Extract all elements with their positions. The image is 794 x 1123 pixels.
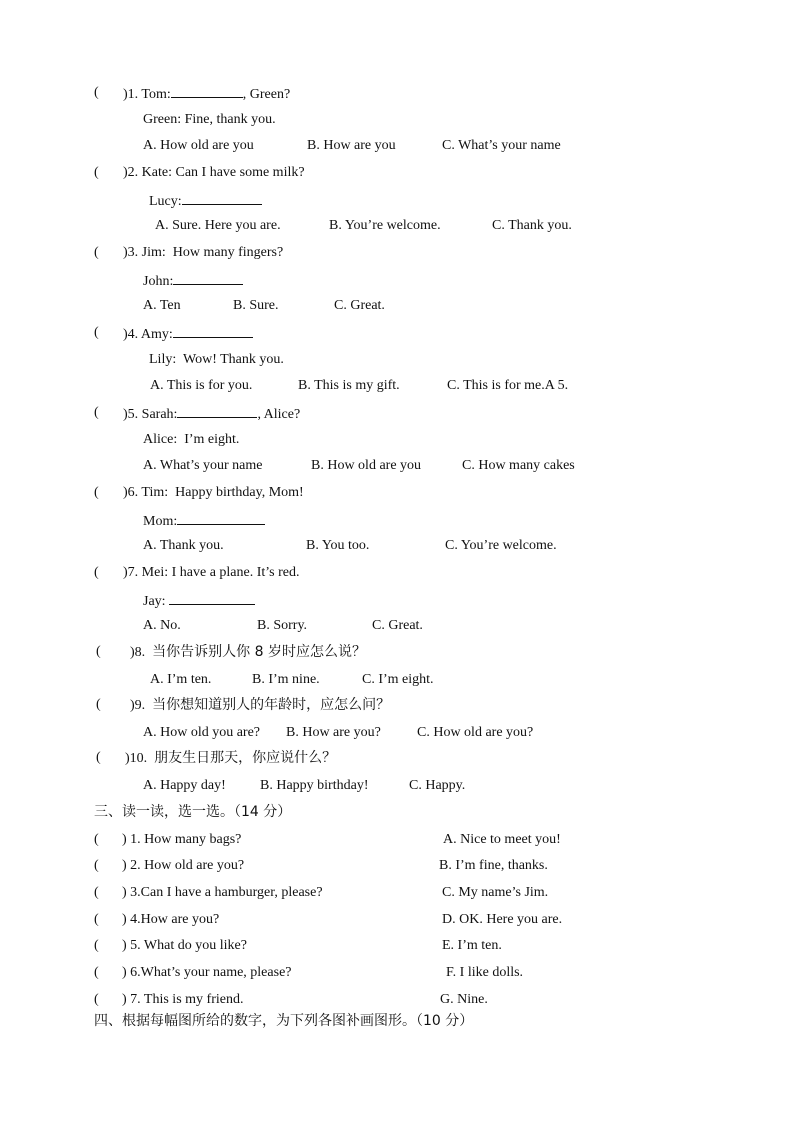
match-right-c: C. My name’s Jim. — [442, 885, 549, 900]
q6-reply — [143, 511, 265, 531]
q5-blank[interactable] — [177, 404, 257, 418]
q1-option-c: C. What’s your name — [442, 138, 561, 153]
q3-reply-label: John: — [143, 274, 174, 289]
q8-label: )8. — [130, 645, 146, 660]
answer-paren: ( — [94, 165, 99, 180]
q5-label: )5. Sarah: — [123, 407, 178, 422]
answer-paren: ( — [94, 565, 99, 580]
q7-option-b: B. Sorry. — [257, 618, 308, 633]
q9-option-b: B. How are you? — [286, 725, 381, 740]
q1-reply-label: Green: — [143, 112, 182, 127]
answer-paren: ( — [96, 697, 101, 712]
q4-blank[interactable] — [173, 324, 253, 338]
question-6 — [123, 484, 304, 502]
match-left-2: ) 2. How old are you? — [122, 858, 245, 873]
q10-prompt: 朋友生日那天，你应说什么？ — [154, 750, 337, 766]
question-8 — [130, 643, 366, 662]
q4-reply — [149, 351, 284, 369]
q7-blank[interactable] — [169, 591, 255, 605]
q3-option-c: C. Great. — [334, 298, 385, 313]
section-4-title: 四、根据每幅图所给的数字，为下列各图补画图形。（10 分） — [94, 1013, 474, 1029]
q7-reply-label: Jay: — [143, 594, 166, 609]
q1-label: )1. Tom: — [123, 87, 171, 102]
q7-label: )7. Mei: — [123, 565, 169, 580]
q3-reply — [143, 271, 243, 291]
q6-blank[interactable] — [177, 511, 265, 525]
q4-option-a: A. This is for you. — [150, 378, 253, 393]
q7-option-a: A. No. — [143, 618, 181, 633]
q2-prompt: Can I have some milk? — [175, 165, 305, 180]
q9-option-a: A. How old you are? — [143, 725, 261, 740]
answer-paren: ( — [94, 245, 99, 260]
match-left-6: ) 6.What’s your name, please? — [122, 965, 292, 980]
question-1 — [123, 84, 290, 104]
q4-option-b: B. This is my gift. — [298, 378, 400, 393]
answer-paren: ( — [94, 885, 99, 900]
match-right-d: D. OK. Here you are. — [442, 912, 563, 927]
q5-after: , Alice? — [257, 407, 301, 422]
q1-option-a: A. How old are you — [143, 138, 254, 153]
answer-paren: ( — [94, 912, 99, 927]
q2-reply — [149, 191, 262, 211]
match-left-7: ) 7. This is my friend. — [122, 992, 244, 1007]
match-left-5: ) 5. What do you like? — [122, 938, 247, 953]
q5-reply — [143, 431, 239, 449]
answer-paren: ( — [94, 992, 99, 1007]
q10-option-c: C. Happy. — [409, 778, 466, 793]
answer-paren: ( — [94, 405, 99, 420]
q1-after: , Green? — [242, 87, 291, 102]
q9-label: )9. — [130, 698, 146, 713]
q2-option-a: A. Sure. Here you are. — [155, 218, 281, 233]
q8-prompt: 当你告诉别人你 8 岁时应怎么说？ — [152, 644, 366, 660]
section-3-title: 三、读一读，选一选。（14 分） — [94, 804, 292, 820]
q4-reply-label: Lily: — [149, 352, 177, 367]
answer-paren: ( — [94, 832, 99, 847]
q1-option-b: B. How are you — [307, 138, 396, 153]
q1-reply-text: Fine, thank you. — [184, 112, 276, 127]
q5-reply-text: I’m eight. — [184, 432, 240, 447]
q4-option-c: C. This is for me.A 5. — [447, 378, 569, 393]
match-left-1: ) 1. How many bags? — [122, 832, 242, 847]
q9-option-c: C. How old are you? — [417, 725, 534, 740]
q5-option-b: B. How old are you — [311, 458, 422, 473]
question-2 — [123, 164, 305, 182]
q2-option-c: C. Thank you. — [492, 218, 572, 233]
answer-paren: ( — [94, 858, 99, 873]
answer-paren: ( — [96, 750, 101, 765]
q3-option-b: B. Sure. — [233, 298, 279, 313]
q8-option-a: A. I’m ten. — [150, 672, 212, 687]
q6-option-c: C. You’re welcome. — [445, 538, 557, 553]
answer-paren: ( — [94, 938, 99, 953]
q9-prompt: 当你想知道别人的年龄时，应怎么问？ — [152, 697, 391, 713]
answer-paren: ( — [94, 965, 99, 980]
q7-option-c: C. Great. — [372, 618, 423, 633]
question-7 — [123, 564, 300, 582]
question-5 — [123, 404, 300, 424]
match-left-4: ) 4.How are you? — [122, 912, 220, 927]
q6-label: )6. Tim: — [123, 485, 169, 500]
q7-prompt: I have a plane. It’s red. — [171, 565, 300, 580]
q2-label: )2. Kate: — [123, 165, 172, 180]
q4-reply-text: Wow! Thank you. — [182, 352, 284, 367]
match-right-b: B. I’m fine, thanks. — [439, 858, 548, 873]
question-3 — [123, 244, 283, 262]
answer-paren: ( — [94, 85, 99, 100]
match-right-f: F. I like dolls. — [446, 965, 524, 980]
q1-blank[interactable] — [171, 84, 243, 98]
q8-option-b: B. I’m nine. — [252, 672, 320, 687]
answer-paren: ( — [94, 325, 99, 340]
match-left-3: ) 3.Can I have a hamburger, please? — [122, 885, 323, 900]
match-right-a: A. Nice to meet you! — [443, 832, 561, 847]
q10-label: )10. — [125, 751, 148, 766]
match-right-e: E. I’m ten. — [442, 938, 502, 953]
question-4 — [123, 324, 253, 344]
q5-option-c: C. How many cakes — [462, 458, 575, 473]
q6-option-b: B. You too. — [306, 538, 370, 553]
q10-option-a: A. Happy day! — [143, 778, 226, 793]
q3-option-a: A. Ten — [143, 298, 181, 313]
q1-reply — [143, 111, 276, 129]
q3-blank[interactable] — [173, 271, 243, 285]
q5-reply-label: Alice: — [143, 432, 178, 447]
q3-label: )3. Jim: — [123, 245, 166, 260]
q6-prompt: Happy birthday, Mom! — [175, 485, 304, 500]
q4-label: )4. Amy: — [123, 327, 173, 342]
q2-blank[interactable] — [182, 191, 262, 205]
answer-paren: ( — [96, 644, 101, 659]
q2-option-b: B. You’re welcome. — [329, 218, 441, 233]
q5-option-a: A. What’s your name — [143, 458, 263, 473]
match-right-g: G. Nine. — [440, 992, 488, 1007]
q6-option-a: A. Thank you. — [143, 538, 224, 553]
q2-reply-label: Lucy: — [149, 194, 182, 209]
question-10 — [125, 749, 336, 768]
q7-reply — [143, 591, 255, 611]
question-9 — [130, 696, 390, 715]
q3-prompt: How many fingers? — [172, 245, 284, 260]
q10-option-b: B. Happy birthday! — [260, 778, 369, 793]
q6-reply-label: Mom: — [143, 514, 178, 529]
q8-option-c: C. I’m eight. — [362, 672, 434, 687]
answer-paren: ( — [94, 485, 99, 500]
